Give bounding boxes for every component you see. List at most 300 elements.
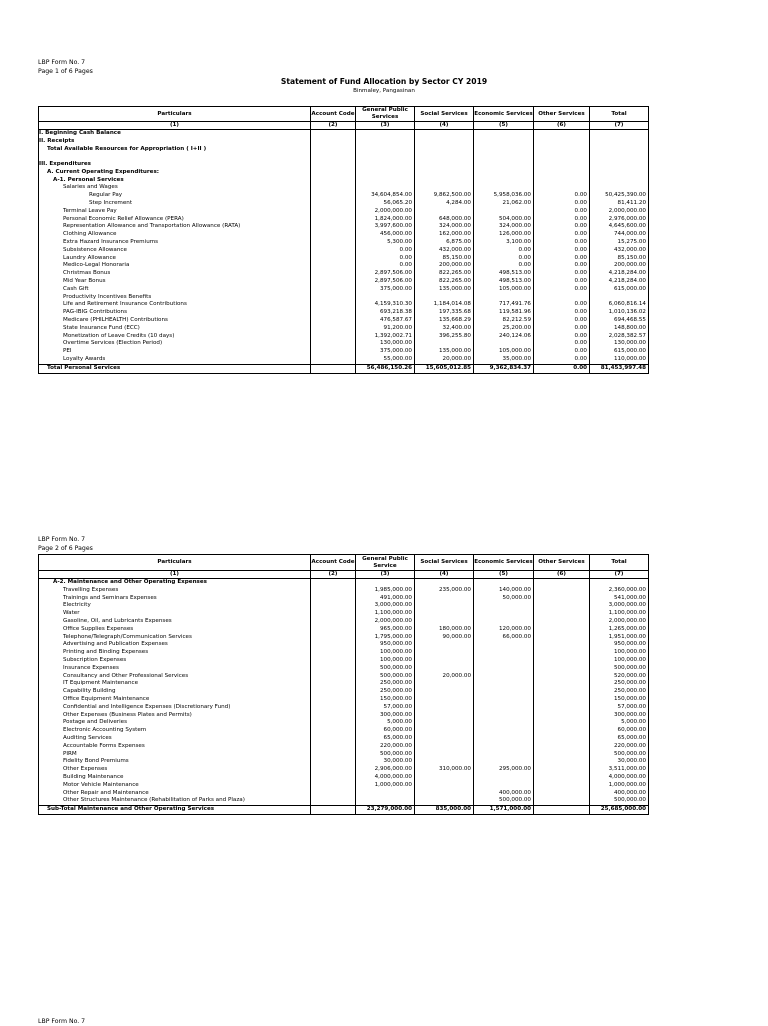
row-label: Laundry Allowance <box>39 255 311 263</box>
amount-cell <box>474 673 534 681</box>
row-label: Gasoline, Oil, and Lubricants Expenses <box>39 618 311 626</box>
amount-cell: 0.00 <box>534 301 590 309</box>
total-amount-cell: 23,279,000.00 <box>356 806 415 815</box>
amount-cell: 85,150.00 <box>415 255 474 263</box>
table-row <box>39 602 649 610</box>
total-label: Total Personal Services <box>39 364 311 373</box>
amount-cell: 4,218,284.00 <box>590 278 649 286</box>
amount-cell: 500,000.00 <box>356 665 415 673</box>
amount-cell <box>415 602 474 610</box>
amount-cell: 120,000.00 <box>474 626 534 634</box>
row-label: Medico-Legal Honoraria <box>39 262 311 270</box>
header-general-public-services: General Public Services <box>356 107 415 122</box>
amount-cell: 240,124.06 <box>474 333 534 341</box>
row-label: Office Supplies Expenses <box>39 626 311 634</box>
col-number: (7) <box>590 122 649 130</box>
row-label: PEI <box>39 348 311 356</box>
table-row <box>39 634 649 642</box>
row-label: Monetization of Leave Credits (10 days) <box>39 333 311 341</box>
amount-cell: 0.00 <box>534 356 590 364</box>
row-label: Overtime Services (Election Period) <box>39 340 311 348</box>
table-row <box>39 309 649 317</box>
row-label: Auditing Services <box>39 735 311 743</box>
amount-cell <box>590 138 649 146</box>
amount-cell <box>474 610 534 618</box>
amount-cell: 400,000.00 <box>474 790 534 798</box>
row-label: Accountable Forms Expenses <box>39 743 311 751</box>
account-code-cell <box>311 673 356 681</box>
amount-cell <box>415 146 474 154</box>
account-code-cell <box>311 169 356 177</box>
account-code-cell <box>311 595 356 603</box>
amount-cell: 140,000.00 <box>474 587 534 595</box>
amount-cell <box>474 184 534 192</box>
table-row <box>39 223 649 231</box>
account-code-cell <box>311 797 356 805</box>
table-row <box>39 177 649 185</box>
amount-cell <box>474 657 534 665</box>
amount-cell: 55,000.00 <box>356 356 415 364</box>
table-row <box>39 208 649 216</box>
table-row <box>39 356 649 364</box>
amount-cell <box>534 797 590 805</box>
row-label: Other Expenses <box>39 766 311 774</box>
amount-cell: 295,000.00 <box>474 766 534 774</box>
table-row <box>39 579 649 587</box>
amount-cell: 65,000.00 <box>356 735 415 743</box>
amount-cell <box>474 153 534 161</box>
amount-cell: 110,000.00 <box>590 356 649 364</box>
amount-cell: 100,000.00 <box>356 657 415 665</box>
account-code-cell <box>311 317 356 325</box>
amount-cell <box>534 673 590 681</box>
amount-cell: 324,000.00 <box>415 223 474 231</box>
amount-cell <box>474 782 534 790</box>
amount-cell <box>590 161 649 169</box>
table-row <box>39 704 649 712</box>
table-row <box>39 587 649 595</box>
amount-cell: 56,065.20 <box>356 200 415 208</box>
row-label: Other Structures Maintenance (Rehabilitation of Parks and Plaza) <box>39 797 311 805</box>
amount-cell <box>534 688 590 696</box>
amount-cell: 250,000.00 <box>590 688 649 696</box>
table-row <box>39 743 649 751</box>
table-row <box>39 766 649 774</box>
amount-cell: 0.00 <box>534 247 590 255</box>
amount-cell: 0.00 <box>534 255 590 263</box>
amount-cell: 950,000.00 <box>356 641 415 649</box>
account-code-cell <box>311 641 356 649</box>
amount-cell: 615,000.00 <box>590 348 649 356</box>
amount-cell <box>415 130 474 138</box>
amount-cell: 66,000.00 <box>474 634 534 642</box>
amount-cell <box>356 294 415 302</box>
row-label: Trainings and Seminars Expenses <box>39 595 311 603</box>
row-label: Other Expenses (Business Plates and Permits) <box>39 712 311 720</box>
amount-cell: 81,411.20 <box>590 200 649 208</box>
row-label: Electronic Accounting System <box>39 727 311 735</box>
amount-cell <box>474 138 534 146</box>
table-row <box>39 301 649 309</box>
amount-cell <box>415 208 474 216</box>
amount-cell: 5,000.00 <box>356 719 415 727</box>
table-row <box>39 247 649 255</box>
amount-cell <box>474 743 534 751</box>
amount-cell: 0.00 <box>534 309 590 317</box>
amount-cell <box>474 602 534 610</box>
amount-cell <box>415 743 474 751</box>
amount-cell <box>534 610 590 618</box>
amount-cell: 2,000,000.00 <box>590 208 649 216</box>
account-code-cell <box>311 766 356 774</box>
table-row <box>39 138 649 146</box>
account-code-cell <box>311 247 356 255</box>
amount-cell <box>415 719 474 727</box>
row-label: Confidential and Intelligence Expenses (Discretionary Fund) <box>39 704 311 712</box>
row-label: Capability Building <box>39 688 311 696</box>
amount-cell <box>415 641 474 649</box>
amount-cell <box>415 758 474 766</box>
amount-cell: 1,265,000.00 <box>590 626 649 634</box>
amount-cell <box>534 727 590 735</box>
table-row <box>39 340 649 348</box>
amount-cell <box>590 184 649 192</box>
table-row <box>39 278 649 286</box>
amount-cell <box>415 657 474 665</box>
amount-cell: 250,000.00 <box>356 688 415 696</box>
amount-cell: 32,400.00 <box>415 325 474 333</box>
amount-cell: 432,000.00 <box>590 247 649 255</box>
col-number: (1) <box>39 571 311 579</box>
amount-cell <box>415 774 474 782</box>
amount-cell: 1,000,000.00 <box>590 782 649 790</box>
amount-cell: 375,000.00 <box>356 348 415 356</box>
row-label: State Insurance Fund (ECC) <box>39 325 311 333</box>
amount-cell <box>590 169 649 177</box>
amount-cell: 396,255.80 <box>415 333 474 341</box>
amount-cell: 498,513.00 <box>474 270 534 278</box>
account-code-cell <box>311 587 356 595</box>
amount-cell: 60,000.00 <box>590 727 649 735</box>
row-label: Subscription Expenses <box>39 657 311 665</box>
amount-cell <box>534 774 590 782</box>
amount-cell: 0.00 <box>534 231 590 239</box>
account-code-cell <box>311 680 356 688</box>
amount-cell <box>534 579 590 587</box>
amount-cell: 4,284.00 <box>415 200 474 208</box>
account-code-cell <box>311 688 356 696</box>
amount-cell <box>415 688 474 696</box>
amount-cell: 456,000.00 <box>356 231 415 239</box>
amount-cell: 150,000.00 <box>356 696 415 704</box>
amount-cell <box>474 161 534 169</box>
account-code-cell <box>311 262 356 270</box>
row-label: Terminal Leave Pay <box>39 208 311 216</box>
amount-cell <box>534 602 590 610</box>
amount-cell: 0.00 <box>534 270 590 278</box>
amount-cell: 310,000.00 <box>415 766 474 774</box>
table-row <box>39 758 649 766</box>
form-number: LBP Form No. 7 <box>38 59 86 66</box>
amount-cell: 324,000.00 <box>474 223 534 231</box>
amount-cell: 5,000.00 <box>590 719 649 727</box>
fund-allocation-table <box>38 554 649 815</box>
amount-cell <box>534 153 590 161</box>
amount-cell <box>534 735 590 743</box>
amount-cell <box>474 177 534 185</box>
account-code-cell <box>311 278 356 286</box>
amount-cell: 20,000.00 <box>415 356 474 364</box>
row-label: PIRM <box>39 751 311 759</box>
header-economic-services: Economic Services <box>474 555 534 571</box>
amount-cell: 250,000.00 <box>356 680 415 688</box>
total-row <box>39 364 649 373</box>
account-code-cell <box>311 348 356 356</box>
col-number: (4) <box>415 571 474 579</box>
amount-cell <box>534 587 590 595</box>
amount-cell: 0.00 <box>474 255 534 263</box>
row-label: Fidelity Bond Premiums <box>39 758 311 766</box>
account-code-cell <box>311 286 356 294</box>
total-amount-cell: 9,362,834.37 <box>474 364 534 373</box>
amount-cell: 965,000.00 <box>356 626 415 634</box>
header-economic-services: Economic Services <box>474 107 534 122</box>
amount-cell: 822,265.00 <box>415 278 474 286</box>
amount-cell: 6,875.00 <box>415 239 474 247</box>
amount-cell <box>474 774 534 782</box>
table-row <box>39 712 649 720</box>
total-amount-cell: 1,571,000.00 <box>474 806 534 815</box>
table-row <box>39 153 649 161</box>
account-code-cell <box>311 184 356 192</box>
account-code-cell <box>311 665 356 673</box>
amount-cell: 491,000.00 <box>356 595 415 603</box>
amount-cell: 34,604,854.00 <box>356 192 415 200</box>
amount-cell <box>415 735 474 743</box>
amount-cell: 91,200.00 <box>356 325 415 333</box>
amount-cell: 25,200.00 <box>474 325 534 333</box>
amount-cell <box>590 130 649 138</box>
amount-cell: 21,062.00 <box>474 200 534 208</box>
amount-cell <box>534 751 590 759</box>
row-label: Consultancy and Other Professional Services <box>39 673 311 681</box>
header-particulars: Particulars <box>39 107 311 122</box>
amount-cell <box>415 649 474 657</box>
amount-cell <box>474 130 534 138</box>
table-row <box>39 790 649 798</box>
amount-cell: 2,897,506.00 <box>356 278 415 286</box>
amount-cell: 3,000,000.00 <box>590 602 649 610</box>
amount-cell: 57,000.00 <box>590 704 649 712</box>
amount-cell: 50,000.00 <box>474 595 534 603</box>
row-label: Office Equipment Maintenance <box>39 696 311 704</box>
amount-cell <box>415 704 474 712</box>
header-general-public-services: General Public Service <box>356 555 415 571</box>
row-label: Productivity Incentives Benefits <box>39 294 311 302</box>
table-row <box>39 782 649 790</box>
amount-cell: 0.00 <box>534 340 590 348</box>
amount-cell <box>534 766 590 774</box>
amount-cell: 135,000.00 <box>415 286 474 294</box>
amount-cell <box>415 184 474 192</box>
amount-cell: 220,000.00 <box>356 743 415 751</box>
account-code-cell <box>311 270 356 278</box>
amount-cell: 500,000.00 <box>590 665 649 673</box>
amount-cell: 476,587.67 <box>356 317 415 325</box>
amount-cell <box>415 782 474 790</box>
account-code-cell <box>311 634 356 642</box>
table-row <box>39 192 649 200</box>
account-code-cell <box>311 806 356 815</box>
amount-cell: 0.00 <box>534 223 590 231</box>
amount-cell: 541,000.00 <box>590 595 649 603</box>
amount-cell <box>474 618 534 626</box>
table-row <box>39 797 649 805</box>
amount-cell <box>590 177 649 185</box>
account-code-cell <box>311 146 356 154</box>
amount-cell <box>415 696 474 704</box>
amount-cell: 180,000.00 <box>415 626 474 634</box>
table-row <box>39 146 649 154</box>
table-row <box>39 610 649 618</box>
amount-cell: 2,028,382.57 <box>590 333 649 341</box>
amount-cell <box>534 294 590 302</box>
table-row <box>39 641 649 649</box>
table-row <box>39 216 649 224</box>
amount-cell: 3,000,000.00 <box>356 602 415 610</box>
amount-cell <box>534 704 590 712</box>
amount-cell: 0.00 <box>534 208 590 216</box>
amount-cell <box>415 169 474 177</box>
amount-cell: 0.00 <box>534 278 590 286</box>
col-number: (2) <box>311 122 356 130</box>
amount-cell: 0.00 <box>534 348 590 356</box>
row-label: Subsistence Allowance <box>39 247 311 255</box>
amount-cell: 504,000.00 <box>474 216 534 224</box>
row-label: Travelling Expenses <box>39 587 311 595</box>
row-label: Postage and Deliveries <box>39 719 311 727</box>
account-code-cell <box>311 649 356 657</box>
amount-cell <box>474 696 534 704</box>
amount-cell: 3,997,600.00 <box>356 223 415 231</box>
amount-cell: 85,150.00 <box>590 255 649 263</box>
amount-cell <box>534 138 590 146</box>
amount-cell <box>534 146 590 154</box>
amount-cell <box>474 641 534 649</box>
col-number: (6) <box>534 571 590 579</box>
table-row <box>39 333 649 341</box>
amount-cell: 1,010,136.02 <box>590 309 649 317</box>
account-code-cell <box>311 192 356 200</box>
amount-cell: 694,468.55 <box>590 317 649 325</box>
document-subtitle: Binmaley, Pangasinan <box>353 88 415 94</box>
table-row <box>39 169 649 177</box>
account-code-cell <box>311 735 356 743</box>
amount-cell <box>474 680 534 688</box>
amount-cell: 250,000.00 <box>590 680 649 688</box>
amount-cell <box>356 161 415 169</box>
account-code-cell <box>311 696 356 704</box>
amount-cell: 1,184,014.08 <box>415 301 474 309</box>
amount-cell <box>415 790 474 798</box>
row-label: Salaries and Wages <box>39 184 311 192</box>
account-code-cell <box>311 751 356 759</box>
table-row <box>39 665 649 673</box>
amount-cell <box>415 579 474 587</box>
col-number: (5) <box>474 122 534 130</box>
table-row <box>39 626 649 634</box>
amount-cell: 50,425,390.00 <box>590 192 649 200</box>
amount-cell: 200,000.00 <box>590 262 649 270</box>
amount-cell <box>415 177 474 185</box>
account-code-cell <box>311 216 356 224</box>
amount-cell: 0.00 <box>534 216 590 224</box>
amount-cell: 15,275.00 <box>590 239 649 247</box>
row-label: II. Receipts <box>39 138 311 146</box>
row-label: A-2. Maintenance and Other Operating Expenses <box>39 579 311 587</box>
amount-cell: 60,000.00 <box>356 727 415 735</box>
form-number: LBP Form No. 7 <box>38 536 86 543</box>
amount-cell <box>534 782 590 790</box>
amount-cell <box>474 340 534 348</box>
account-code-cell <box>311 200 356 208</box>
amount-cell: 9,862,500.00 <box>415 192 474 200</box>
amount-cell <box>474 719 534 727</box>
amount-cell <box>415 665 474 673</box>
row-label: Medicare (PHILHEALTH) Contributions <box>39 317 311 325</box>
amount-cell <box>474 727 534 735</box>
amount-cell: 2,360,000.00 <box>590 587 649 595</box>
table-row <box>39 696 649 704</box>
account-code-cell <box>311 177 356 185</box>
amount-cell: 500,000.00 <box>356 673 415 681</box>
row-label <box>39 153 311 161</box>
amount-cell: 2,976,000.00 <box>590 216 649 224</box>
amount-cell <box>534 649 590 657</box>
account-code-cell <box>311 294 356 302</box>
amount-cell <box>474 704 534 712</box>
table-row <box>39 649 649 657</box>
row-label: Life and Retirement Insurance Contributions <box>39 301 311 309</box>
amount-cell <box>474 735 534 743</box>
row-label: Other Repair and Maintenance <box>39 790 311 798</box>
amount-cell <box>415 153 474 161</box>
form-number: LBP Form No. 7 <box>38 1018 86 1025</box>
amount-cell <box>534 618 590 626</box>
amount-cell <box>356 153 415 161</box>
amount-cell: 162,000.00 <box>415 231 474 239</box>
row-label: Water <box>39 610 311 618</box>
account-code-cell <box>311 255 356 263</box>
account-code-cell <box>311 579 356 587</box>
amount-cell: 0.00 <box>474 247 534 255</box>
amount-cell <box>590 579 649 587</box>
amount-cell: 82,212.59 <box>474 317 534 325</box>
account-code-cell <box>311 325 356 333</box>
amount-cell: 0.00 <box>356 247 415 255</box>
amount-cell: 3,100.00 <box>474 239 534 247</box>
amount-cell: 300,000.00 <box>590 712 649 720</box>
amount-cell <box>415 294 474 302</box>
amount-cell <box>474 208 534 216</box>
row-label: Personal Economic Relief Allowance (PERA) <box>39 216 311 224</box>
table-row <box>39 317 649 325</box>
amount-cell: 0.00 <box>534 333 590 341</box>
table-row <box>39 184 649 192</box>
amount-cell: 197,335.68 <box>415 309 474 317</box>
total-amount-cell: 15,605,012.85 <box>415 364 474 373</box>
amount-cell: 822,265.00 <box>415 270 474 278</box>
